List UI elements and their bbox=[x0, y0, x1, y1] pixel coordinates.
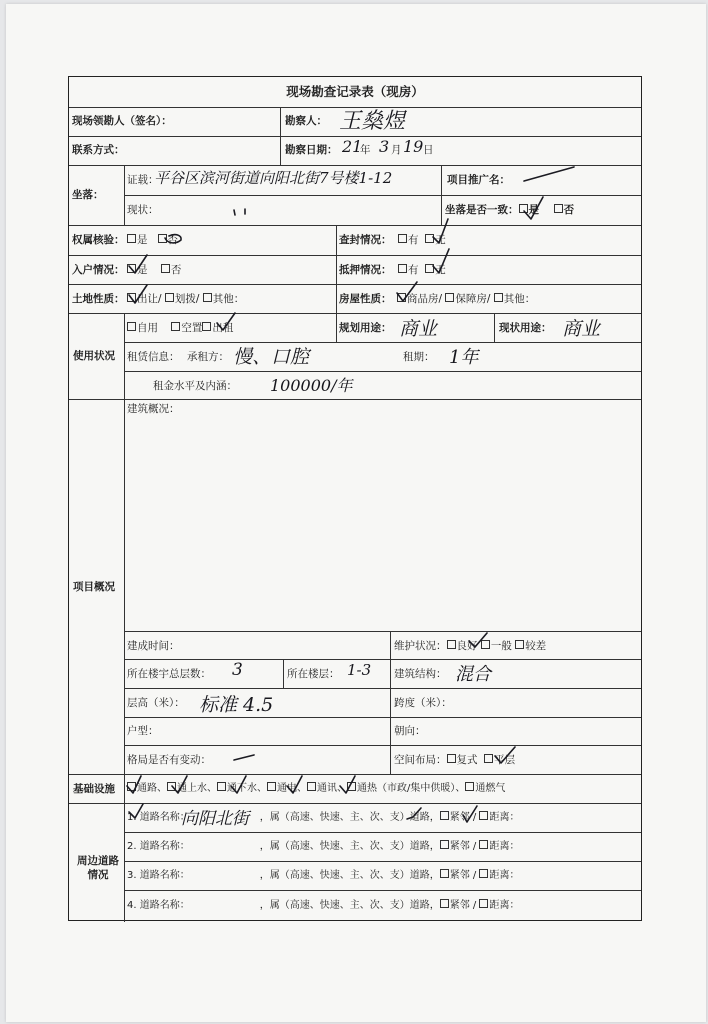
infra-water-check-mark bbox=[172, 776, 187, 793]
location-label: 坐落： bbox=[72, 189, 104, 201]
tenant-label: 承租方： bbox=[187, 351, 229, 363]
road-row-2: 2. 道路名称： ，属（高速、快速、主、次、支）道路， 紧邻 / 距离： bbox=[127, 841, 520, 852]
actual-address-tick-marks bbox=[234, 209, 245, 215]
entry-yes-check-mark bbox=[129, 255, 147, 273]
structure-handwritten: 混合 bbox=[455, 664, 491, 685]
usage-rent-check-mark bbox=[217, 313, 235, 330]
span-label: 跨度（米）： bbox=[394, 697, 452, 709]
ownership-options: 是 否 bbox=[127, 233, 178, 247]
house-nature-label: 房屋性质： bbox=[339, 293, 392, 305]
planned-use-label: 规划用途： bbox=[339, 322, 392, 334]
maintenance-good-check-mark bbox=[469, 633, 487, 647]
built-time-label: 建成时间： bbox=[127, 640, 180, 652]
land-nature-label: 土地性质： bbox=[72, 293, 125, 305]
unit-type-label: 户型： bbox=[127, 725, 159, 737]
surveyor-label: 现场领勘人（签名）： bbox=[72, 115, 172, 127]
seal-status-label: 查封情况： bbox=[339, 234, 392, 246]
date-year-handwritten: 21 bbox=[342, 137, 363, 156]
lease-term-handwritten: 1年 bbox=[449, 347, 479, 368]
project-section-label: 项目概况 bbox=[73, 581, 115, 593]
inspector-label: 勘察人： bbox=[285, 115, 327, 127]
cert-address-label: 证载： bbox=[127, 174, 159, 186]
contact-label: 联系方式： bbox=[72, 144, 125, 156]
actual-address-label: 现状： bbox=[127, 204, 159, 216]
date-day-suffix: 日 bbox=[423, 144, 434, 156]
paper-sheet bbox=[6, 4, 706, 1022]
space-layout-label: 空间布局： 复式 平层 bbox=[394, 754, 516, 766]
mortgage-options: 有 无 bbox=[398, 263, 446, 277]
date-label: 勘察日期： bbox=[285, 144, 338, 156]
date-month-suffix: 月 bbox=[391, 144, 402, 156]
total-floors-label: 所在楼宇总层数： bbox=[127, 668, 211, 680]
maintenance-label: 维护状况： 良好 一般 较差 bbox=[394, 640, 547, 652]
current-use-handwritten: 商业 bbox=[562, 318, 601, 340]
mortgage-none-check-mark bbox=[433, 249, 449, 273]
roads-section-label: 周边道路情况 bbox=[77, 855, 119, 881]
land-nature-options: 出让/ 划拨/ 其他： bbox=[127, 292, 244, 306]
floor-label: 所在楼层： bbox=[287, 668, 340, 680]
land-sold-check-mark bbox=[129, 285, 147, 303]
infra-sewer-check-mark bbox=[231, 776, 246, 793]
road1-left-tick-mark bbox=[129, 804, 143, 818]
entry-label: 入户情况： bbox=[72, 264, 125, 276]
road1-type-tick-mark bbox=[407, 808, 421, 819]
date-month-handwritten: 3 bbox=[379, 137, 390, 156]
structure-label: 建筑结构： bbox=[394, 668, 447, 680]
inspector-signature: 王燊煜 bbox=[339, 109, 406, 134]
floor-height-label: 层高（米）： bbox=[127, 697, 185, 709]
floor-handwritten: 1-3 bbox=[347, 661, 372, 679]
ownership-label: 权属核验： bbox=[72, 234, 125, 246]
mortgage-label: 抵押情况： bbox=[339, 264, 392, 276]
planned-use-handwritten: 商业 bbox=[399, 318, 438, 340]
handwritten-marks bbox=[69, 77, 643, 922]
seal-none-check-mark bbox=[433, 219, 448, 243]
road1-name-handwritten: 向阳北街 bbox=[181, 809, 249, 829]
lease-term-label: 租期： bbox=[403, 351, 435, 363]
infra-power-check-mark bbox=[287, 776, 302, 793]
building-overview-label: 建筑概况： bbox=[127, 403, 180, 415]
usage-options: 自用 空置 出租 bbox=[127, 321, 233, 335]
entry-options: 是 否 bbox=[127, 263, 181, 277]
location-consistent-label: 坐落是否一致： 是 否 bbox=[445, 204, 575, 216]
road-row-4: 4. 道路名称： ，属（高速、快速、主、次、支）道路， 紧邻 / 距离： bbox=[127, 900, 520, 911]
rent-level-handwritten: 100000/年 bbox=[270, 376, 353, 395]
orientation-label: 朝向： bbox=[394, 725, 426, 737]
seal-status-options: 有 无 bbox=[398, 233, 446, 247]
layout-change-dash-mark bbox=[234, 755, 254, 760]
house-commercial-check-mark bbox=[397, 282, 417, 301]
layout-change-label: 格局是否有变动： bbox=[127, 754, 211, 766]
current-use-label: 现状用途： bbox=[499, 322, 552, 334]
ownership-no-check-mark bbox=[165, 235, 181, 243]
form-title: 现场勘查记录表（现房） bbox=[286, 84, 424, 99]
project-name-label: 项目推广名： bbox=[447, 174, 510, 186]
infra-section-label: 基础设施 bbox=[73, 783, 115, 795]
space-flat-check-mark bbox=[495, 747, 515, 763]
cert-address-handwritten: 平谷区滨河街道向阳北街7号楼1-12 bbox=[154, 169, 393, 187]
floor-height-handwritten: 标准 4.5 bbox=[199, 694, 274, 716]
infra-telecom-check-mark bbox=[340, 776, 355, 793]
project-name-dash-mark bbox=[524, 167, 574, 181]
date-day-handwritten: 19 bbox=[403, 137, 424, 156]
rent-level-label: 租金水平及内涵： bbox=[153, 380, 237, 392]
usage-section-label: 使用状况 bbox=[73, 350, 115, 362]
consistent-yes-check-mark bbox=[524, 197, 543, 219]
road-row-3: 3. 道路名称： ，属（高速、快速、主、次、支）道路， 紧邻 / 距离： bbox=[127, 870, 520, 881]
road-row-1: 1. 道路名称： ，属（高速、快速、主、次、支）道路， 紧邻 / 距离： bbox=[127, 812, 520, 823]
date-year-suffix: 年 bbox=[360, 144, 371, 156]
tenant-handwritten: 慢、口腔 bbox=[233, 346, 310, 368]
lease-info-label: 租赁信息： bbox=[127, 351, 180, 363]
infra-options: 通路、 通上水、 通下水、 通电、 通讯、 通热（市政/集中供暖）、 通燃气 bbox=[127, 782, 505, 796]
road1-adjacent-check-mark bbox=[463, 806, 477, 822]
house-nature-options: 商品房/ 保障房/ 其他： bbox=[397, 292, 535, 306]
survey-form bbox=[68, 76, 642, 921]
total-floors-handwritten: 3 bbox=[232, 660, 243, 680]
infra-road-check-mark bbox=[127, 776, 141, 793]
